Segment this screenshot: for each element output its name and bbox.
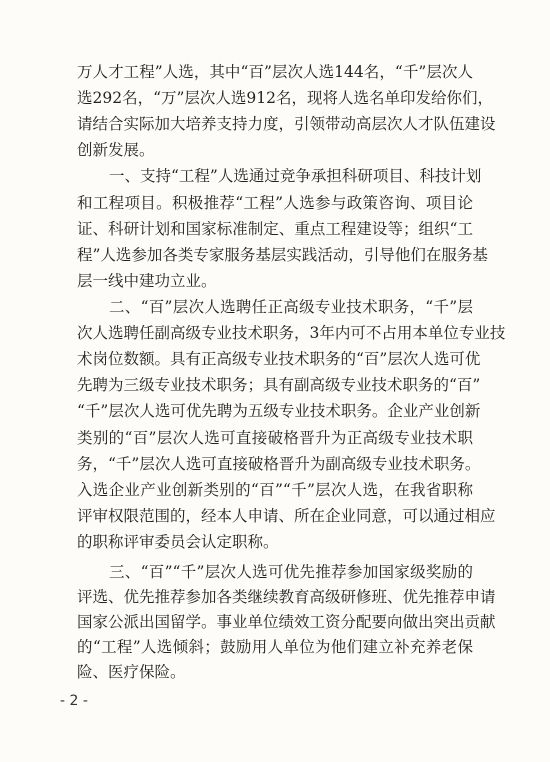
text-line: “千”层次人选可优先聘为五级专业技术职务。企业产业创新 [77, 402, 481, 420]
page-number: - 2 - [60, 693, 88, 709]
text-line: 次人选聘任副高级专业技术职务，3年内可不占用本单位专业技 [77, 324, 506, 342]
text-line: 的职称评审委员会认定职称。 [77, 533, 279, 551]
text-line: 评审权限范围的，经本人申请、所在企业同意，可以通过相应 [77, 507, 496, 525]
text-line: 先聘为三级专业技术职务；具有副高级专业技术职务的“百” [77, 376, 481, 394]
text-line: 证、科研计划和国家标准制定、重点工程建设等；组织“工 [77, 220, 473, 238]
text-line: 一、支持“工程”人选通过竞争承担科研项目、科技计划 [109, 167, 482, 185]
text-line: 创新发展。 [77, 141, 155, 159]
text-line: 国家公派出国留学。事业单位绩效工资分配要向做出突出贡献 [77, 613, 496, 631]
text-line: 入选企业产业创新类别的“百”“千”层次人选，在我省职称 [77, 481, 473, 499]
text-line: 万人才工程”人选，其中“百”层次人选144名，“千”层次人 [77, 63, 473, 81]
text-line: 三、“百”“千”层次人选可优先推荐参加国家级奖励的 [109, 563, 473, 581]
text-line: 程”人选参加各类专家服务基层实践活动，引导他们在服务基 [77, 246, 488, 264]
text-line: 层一线中建功立业。 [77, 272, 217, 290]
text-line: 的“工程”人选倾斜；鼓励用人单位为他们建立补充养老保 [77, 638, 473, 656]
text-line: 险、医疗保险。 [77, 663, 186, 681]
text-line: 请结合实际加大培养支持力度，引领带动高层次人才队伍建设 [77, 115, 496, 133]
text-line: 评选、优先推荐参加各类继续教育高级研修班、优先推荐申请 [77, 588, 496, 606]
text-line: 选292名，“万”层次人选912名，现将人选名单印发给你们， [77, 89, 494, 107]
text-line: 务，“千”层次人选可直接破格晋升为副高级专业技术职务。 [77, 455, 481, 473]
text-line: 术岗位数额。具有正高级专业技术职务的“百”层次人选可优 [77, 350, 481, 368]
text-line: 和工程项目。积极推荐“工程”人选参与政策咨询、项目论 [77, 194, 473, 212]
text-line: 二、“百”层次人选聘任正高级专业技术职务，“千”层 [109, 298, 473, 316]
text-line: 类别的“百”层次人选可直接破格晋升为正高级专业技术职 [77, 429, 473, 447]
